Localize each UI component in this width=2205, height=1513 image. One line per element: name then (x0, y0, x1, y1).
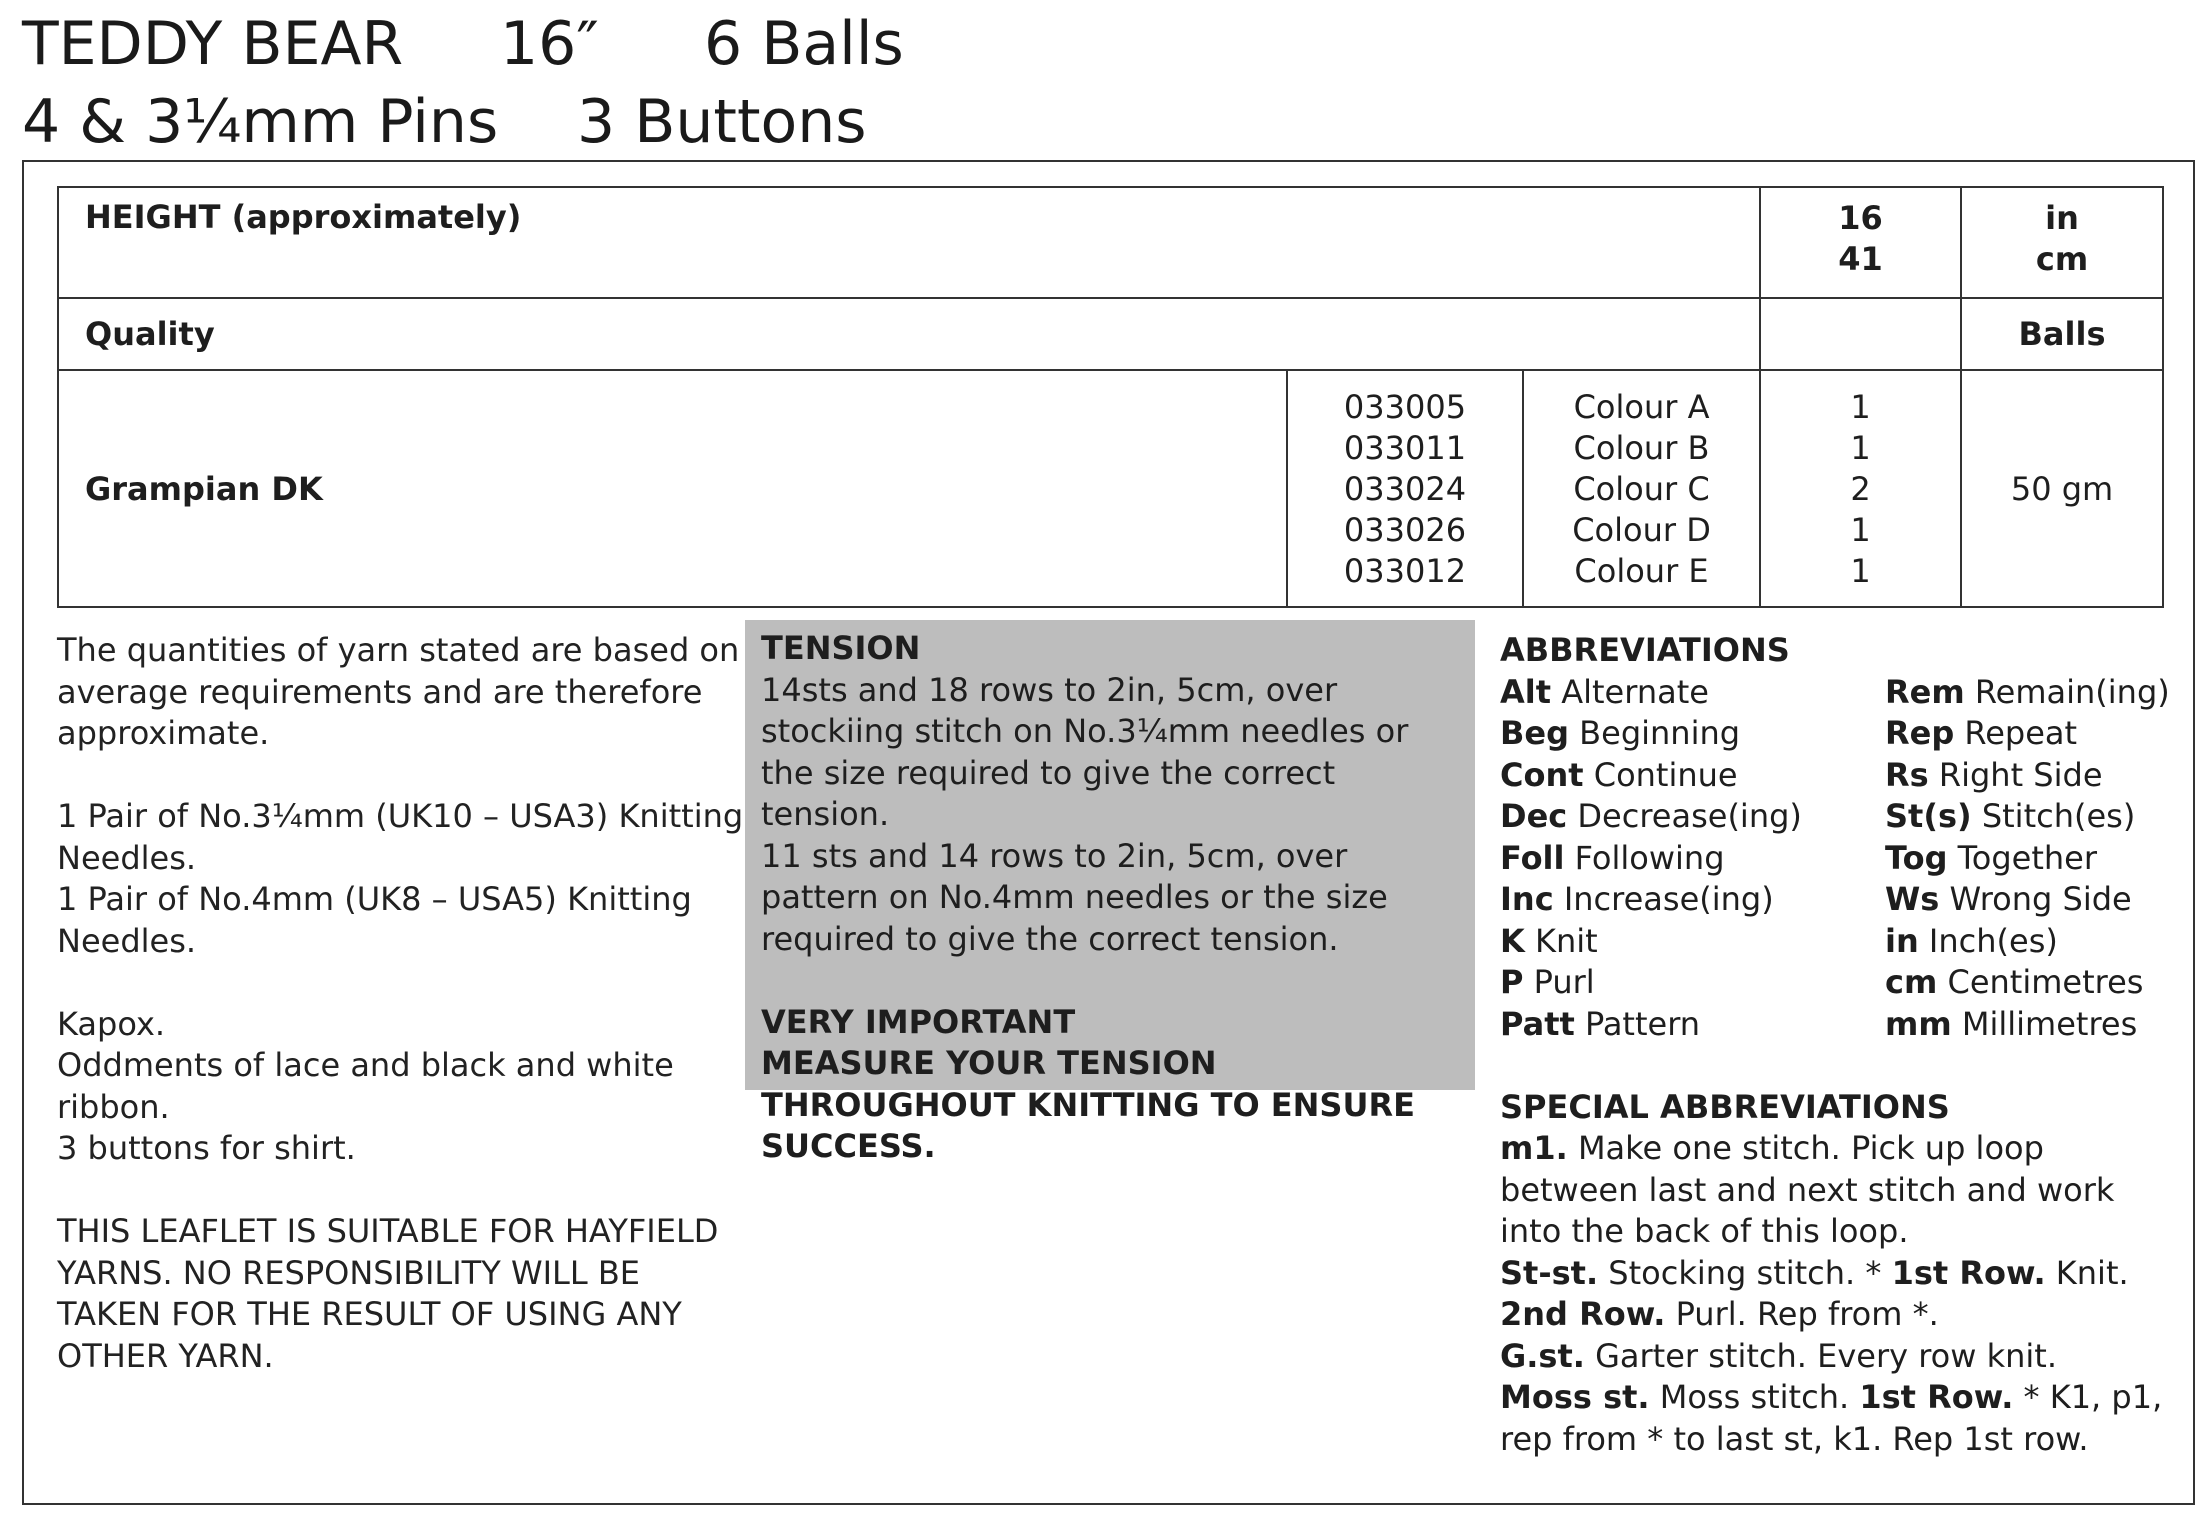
needles-2: 1 Pair of No.4mm (UK8 – USA5) Knitting Needles. (57, 880, 692, 960)
tension-text-1: 14sts and 18 rows to 2in, 5cm, over stockiing stitch on No.3¼mm needles or the size required to give the correct tension. (761, 670, 1409, 833)
shade-code: 033012 (1343, 552, 1467, 590)
abbr-term: K (1500, 921, 1525, 960)
disclaimer: THIS LEAFLET IS SUITABLE FOR HAYFIELD YARNS. NO RESPONSIBILITY WILL BE TAKEN FOR THE RESULT OF USING ANY OTHER YARN. (57, 1212, 719, 1375)
important-text: MEASURE YOUR TENSION THROUGHOUT KNITTING TO ENSURE SUCCESS. (761, 1044, 1415, 1165)
abbreviation-item (1885, 838, 2185, 880)
title-pins: 4 & 3¼mm Pins (22, 87, 499, 157)
abbr-term: Rep (1885, 714, 1955, 752)
shade-codes (1287, 370, 1523, 607)
colour-name: Colour C (1573, 470, 1710, 508)
abbr-term: Ws (1885, 880, 1940, 918)
abbr-term: Rs (1885, 755, 1929, 794)
abbr-meaning: Wrong Side (1949, 880, 2132, 918)
quality-row (58, 298, 2163, 370)
tension-spacer (761, 960, 1459, 1002)
shade-code: 033026 (1343, 511, 1467, 549)
ball-count: 2 (1850, 470, 1871, 508)
abbr-term: Cont (1500, 755, 1584, 794)
title-balls: 6 Balls (704, 9, 904, 79)
abbr-meaning: Pattern (1584, 1004, 1701, 1043)
height-units (1961, 187, 2163, 298)
special-term: m1. (1500, 1129, 1568, 1167)
ball-weight: 50 gm (1961, 370, 2163, 607)
yarn-row (58, 370, 2163, 607)
abbr-meaning: Right Side (1938, 755, 2103, 794)
abbreviation-item (1885, 796, 2185, 838)
ball-count: 1 (1850, 511, 1871, 549)
abbreviation-item (1885, 879, 2185, 921)
quantities-note: The quantities of yarn stated are based on average requirements and are therefore approximate. (57, 631, 740, 752)
special-term: G.st. (1500, 1336, 1585, 1375)
height-row (58, 187, 2163, 298)
abbreviation-item (1885, 713, 2185, 755)
ball-counts (1760, 370, 1961, 607)
height-cm-value: 41 (1838, 240, 1883, 278)
abbreviation-item (1500, 672, 1885, 714)
filling: Kapox. (57, 1004, 166, 1043)
abbr-meaning: Alternate (1561, 672, 1709, 711)
title-size: 16″ (500, 9, 599, 79)
special-term: Moss st. (1500, 1378, 1650, 1416)
abbr-meaning: Increase(ing) (1563, 880, 1774, 918)
abbr-meaning: Continue (1593, 755, 1738, 794)
title-name: TEDDY BEAR (22, 9, 404, 79)
unit-cm: cm (2035, 240, 2089, 278)
quality-empty-cell (1760, 298, 1961, 370)
abbr-meaning: Stitch(es) (1981, 797, 2136, 835)
tension-box (745, 620, 1475, 1165)
yarn-requirements-table (57, 186, 2164, 608)
special-moss (1500, 1377, 2180, 1460)
abbreviations-heading: ABBREVIATIONS (1500, 631, 1790, 669)
ball-count: 1 (1850, 429, 1871, 467)
abbreviation-item (1500, 755, 1885, 797)
needles-1: 1 Pair of No.3¼mm (UK10 – USA3) Knitting Needles. (57, 797, 744, 877)
special-text: * K1, p1, rep from * to last st, k1. Rep 1st row. (1500, 1378, 2163, 1458)
tension-text-2: 11 sts and 14 rows to 2in, 5cm, over pattern on No.4mm needles or the size required to give the correct tension. (761, 836, 1388, 958)
colour-name: Colour E (1574, 552, 1709, 590)
special-stst (1500, 1253, 2180, 1295)
ball-count: 1 (1850, 552, 1871, 590)
abbreviation-item (1500, 796, 1885, 838)
unit-in: in (2045, 199, 2079, 237)
abbr-meaning: Centimetres (1947, 963, 2144, 1001)
colour-name: Colour A (1573, 388, 1710, 426)
special-abbreviations (1500, 1087, 2180, 1461)
shade-code: 033011 (1343, 429, 1467, 467)
row-label: 1st Row. (1859, 1378, 2014, 1416)
abbreviation-item (1500, 962, 1885, 1004)
special-text: Stocking stitch. * (1608, 1253, 1882, 1292)
abbr-term: Patt (1500, 1004, 1575, 1043)
abbreviation-item (1885, 962, 2185, 1004)
abbr-term: Inc (1500, 880, 1554, 918)
special-text: Make one stitch. Pick up loop between last and next stitch and work into the back of this loop. (1500, 1129, 2115, 1250)
height-values (1760, 187, 1961, 298)
ball-count: 1 (1850, 388, 1871, 426)
special-abbreviations-heading: SPECIAL ABBREVIATIONS (1500, 1087, 1950, 1126)
abbr-meaning: Inch(es) (1928, 921, 2058, 960)
abbreviation-item (1500, 1004, 1885, 1046)
abbr-term: Beg (1500, 714, 1569, 752)
abbr-meaning: Remain(ing) (1974, 672, 2170, 711)
abbr-term: Foll (1500, 838, 1565, 877)
quality-label: Quality (58, 298, 1760, 370)
title-buttons: 3 Buttons (577, 87, 867, 157)
abbr-meaning: Following (1574, 838, 1725, 877)
colour-name: Colour D (1572, 511, 1711, 549)
important-heading: VERY IMPORTANT (761, 1002, 1076, 1041)
abbr-meaning: Together (1957, 838, 2097, 877)
special-text: Moss stitch. (1659, 1378, 1850, 1416)
abbr-meaning: Knit (1534, 921, 1598, 960)
abbr-term: in (1885, 921, 1919, 960)
abbr-meaning: Beginning (1579, 714, 1741, 752)
shade-code: 033024 (1343, 470, 1467, 508)
special-stst-row2 (1500, 1294, 2180, 1336)
special-text: Purl. Rep from *. (1675, 1295, 1939, 1333)
colour-names (1523, 370, 1760, 607)
abbreviation-item (1885, 921, 2185, 963)
abbr-term: St(s) (1885, 797, 1972, 835)
colour-name: Colour B (1573, 429, 1710, 467)
abbr-term: Dec (1500, 797, 1568, 835)
special-gst (1500, 1336, 2180, 1378)
abbreviation-item (1500, 921, 1885, 963)
abbr-term: Rem (1885, 672, 1965, 711)
abbr-meaning: Purl (1533, 963, 1595, 1001)
row-label: 1st Row. (1891, 1253, 2046, 1292)
abbreviations-section (1500, 630, 2180, 1460)
yarn-name: Grampian DK (58, 370, 1287, 607)
abbreviations-grid (1500, 672, 2180, 1046)
height-label: HEIGHT (approximately) (58, 187, 1760, 298)
abbreviation-item (1885, 1004, 2185, 1046)
row-label: 2nd Row. (1500, 1295, 1666, 1333)
abbreviation-item (1500, 838, 1885, 880)
special-m1 (1500, 1128, 2180, 1253)
abbr-term: cm (1885, 963, 1938, 1001)
materials-column (57, 630, 747, 1419)
abbreviation-item (1885, 755, 2185, 797)
special-text: Knit. (2055, 1253, 2129, 1292)
abbr-term: Alt (1500, 672, 1552, 711)
abbr-term: P (1500, 963, 1524, 1001)
tension-heading: TENSION (761, 629, 921, 667)
abbreviation-item (1885, 672, 2185, 714)
abbr-meaning: Decrease(ing) (1577, 797, 1802, 835)
special-term: St-st. (1500, 1253, 1599, 1292)
abbr-meaning: Repeat (1964, 714, 2078, 752)
abbr-term: mm (1885, 1004, 1952, 1043)
abbreviation-item (1500, 713, 1885, 755)
abbreviation-item (1500, 879, 1885, 921)
shade-code: 033005 (1343, 388, 1467, 426)
balls-header: Balls (1961, 298, 2163, 370)
special-text: Garter stitch. Every row knit. (1595, 1336, 2057, 1375)
abbr-term: Tog (1885, 838, 1948, 877)
oddments: Oddments of lace and black and white ribbon. (57, 1046, 674, 1126)
abbr-meaning: Millimetres (1961, 1004, 2138, 1043)
buttons-note: 3 buttons for shirt. (57, 1129, 356, 1167)
height-in-value: 16 (1838, 199, 1883, 237)
